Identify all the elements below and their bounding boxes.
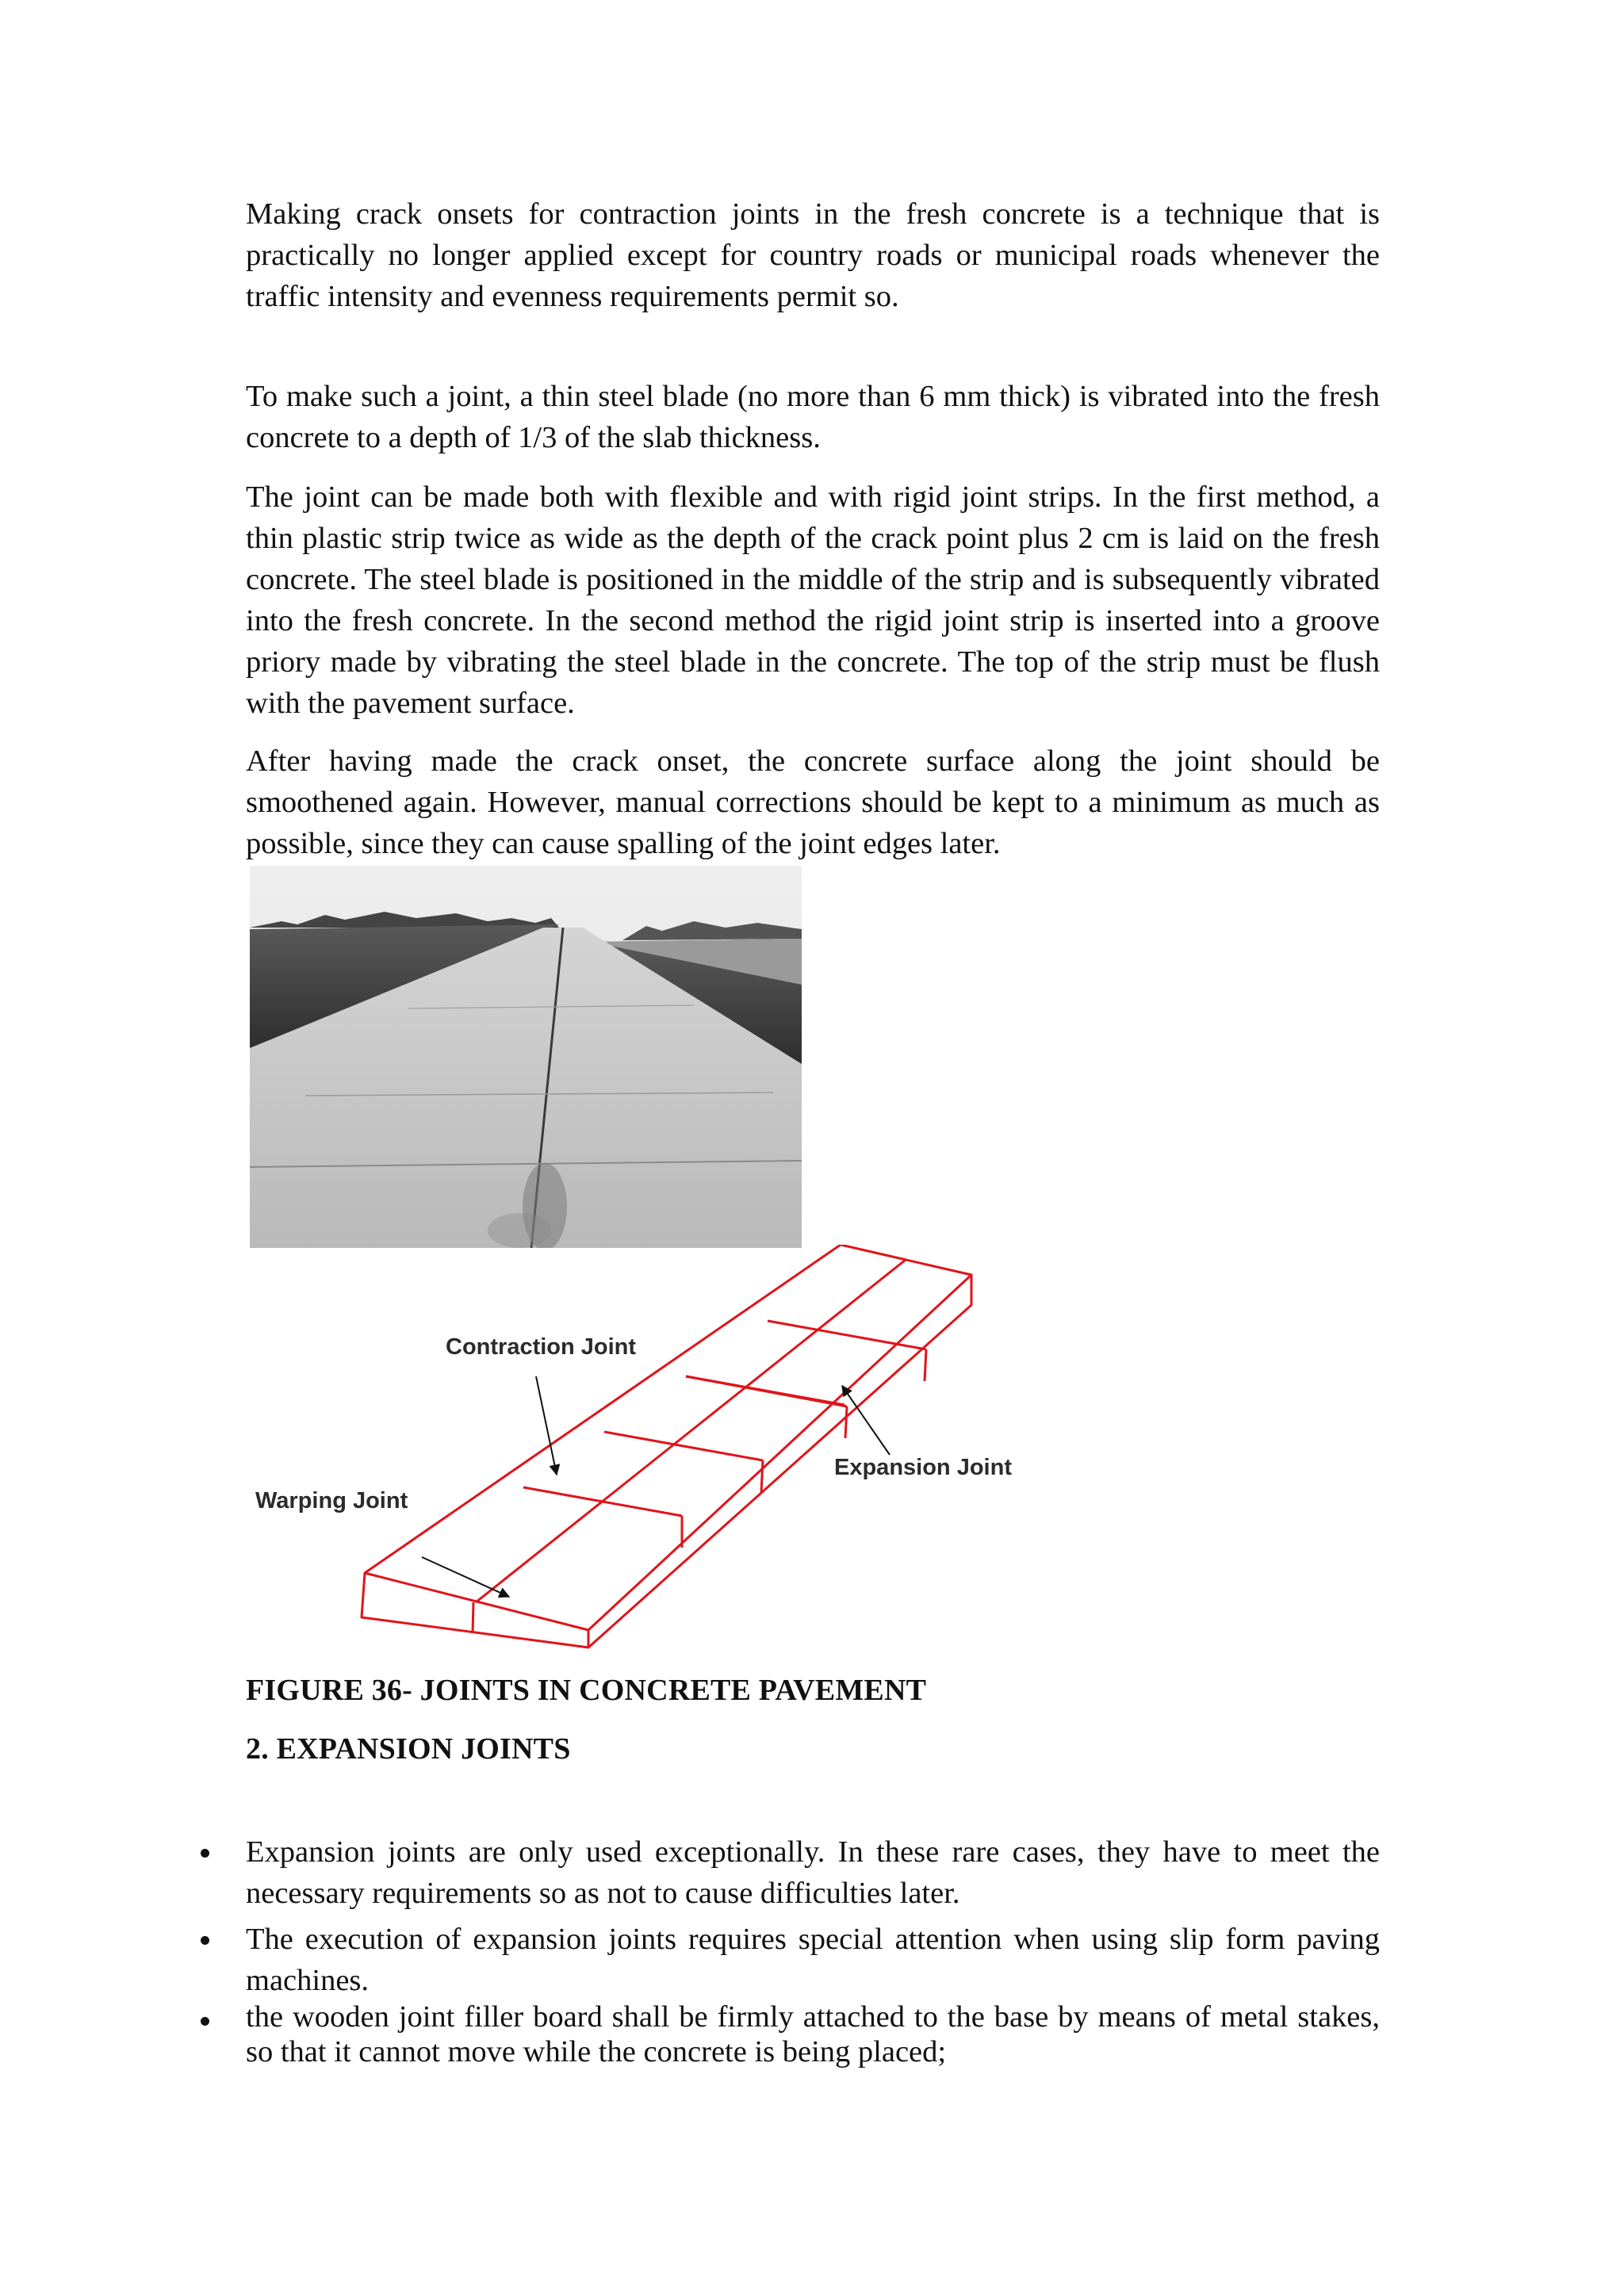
concrete-road-photo [250,866,802,1248]
paragraph-crack-onsets: Making crack onsets for contraction joints in the fresh concrete is a technique that is practically no longer applied except for country roads or municipal roads whenever the traffic intensity and evenness requirements permit so. [246,197,1380,313]
slab-outline [362,1245,971,1647]
contraction-joint-label: Contraction Joint [446,1334,637,1360]
paragraph-steel-blade: To make such a joint, a thin steel blade (no more than 6 mm thick) is vibrated into the fresh concrete to a depth of 1/3 of the slab thickness. [246,380,1380,454]
paragraph-joint-strips: The joint can be made both with flexible and with rigid joint strips. In the first method, a thin plastic strip twice as wide as the depth of the crack point plus 2 cm is laid on the fresh concrete. The steel blade is positioned in the middle of the strip and is subsequently vibrated into the fresh concrete. In the second method the rigid joint strip is inserted into a groove priory made by vibrating the steel blade in the concrete. The top of the strip must be flush with the pavement surface. [246,480,1380,720]
joints-diagram [238,1245,1047,1657]
expansion-arrow [842,1386,890,1455]
contraction-arrow [536,1376,557,1475]
list-item: Expansion joints are only used exceptionally. In these rare cases, they have to meet the necessary requirements so as not to cause difficulties later. [246,1831,1380,1914]
section-heading: 2. EXPANSION JOINTS [246,1732,571,1766]
paragraph-smoothening: After having made the crack onset, the concrete surface along the joint should be smoothened again. However, manual corrections should be kept to a minimum as much as possible, since they can cause spalling of the joint edges later. [246,744,1380,860]
list-item: the wooden joint filler board shall be firmly attached to the base by means of metal stakes, so that it cannot move while the concrete is being placed; [246,2000,1380,2068]
figure-caption: FIGURE 36- JOINTS IN CONCRETE PAVEMENT [246,1674,927,1707]
warping-joint-label: Warping Joint [255,1488,408,1513]
expansion-joint-label: Expansion Joint [834,1455,1012,1480]
list-item: The execution of expansion joints requires special attention when using slip form paving machines. [246,1919,1380,2001]
